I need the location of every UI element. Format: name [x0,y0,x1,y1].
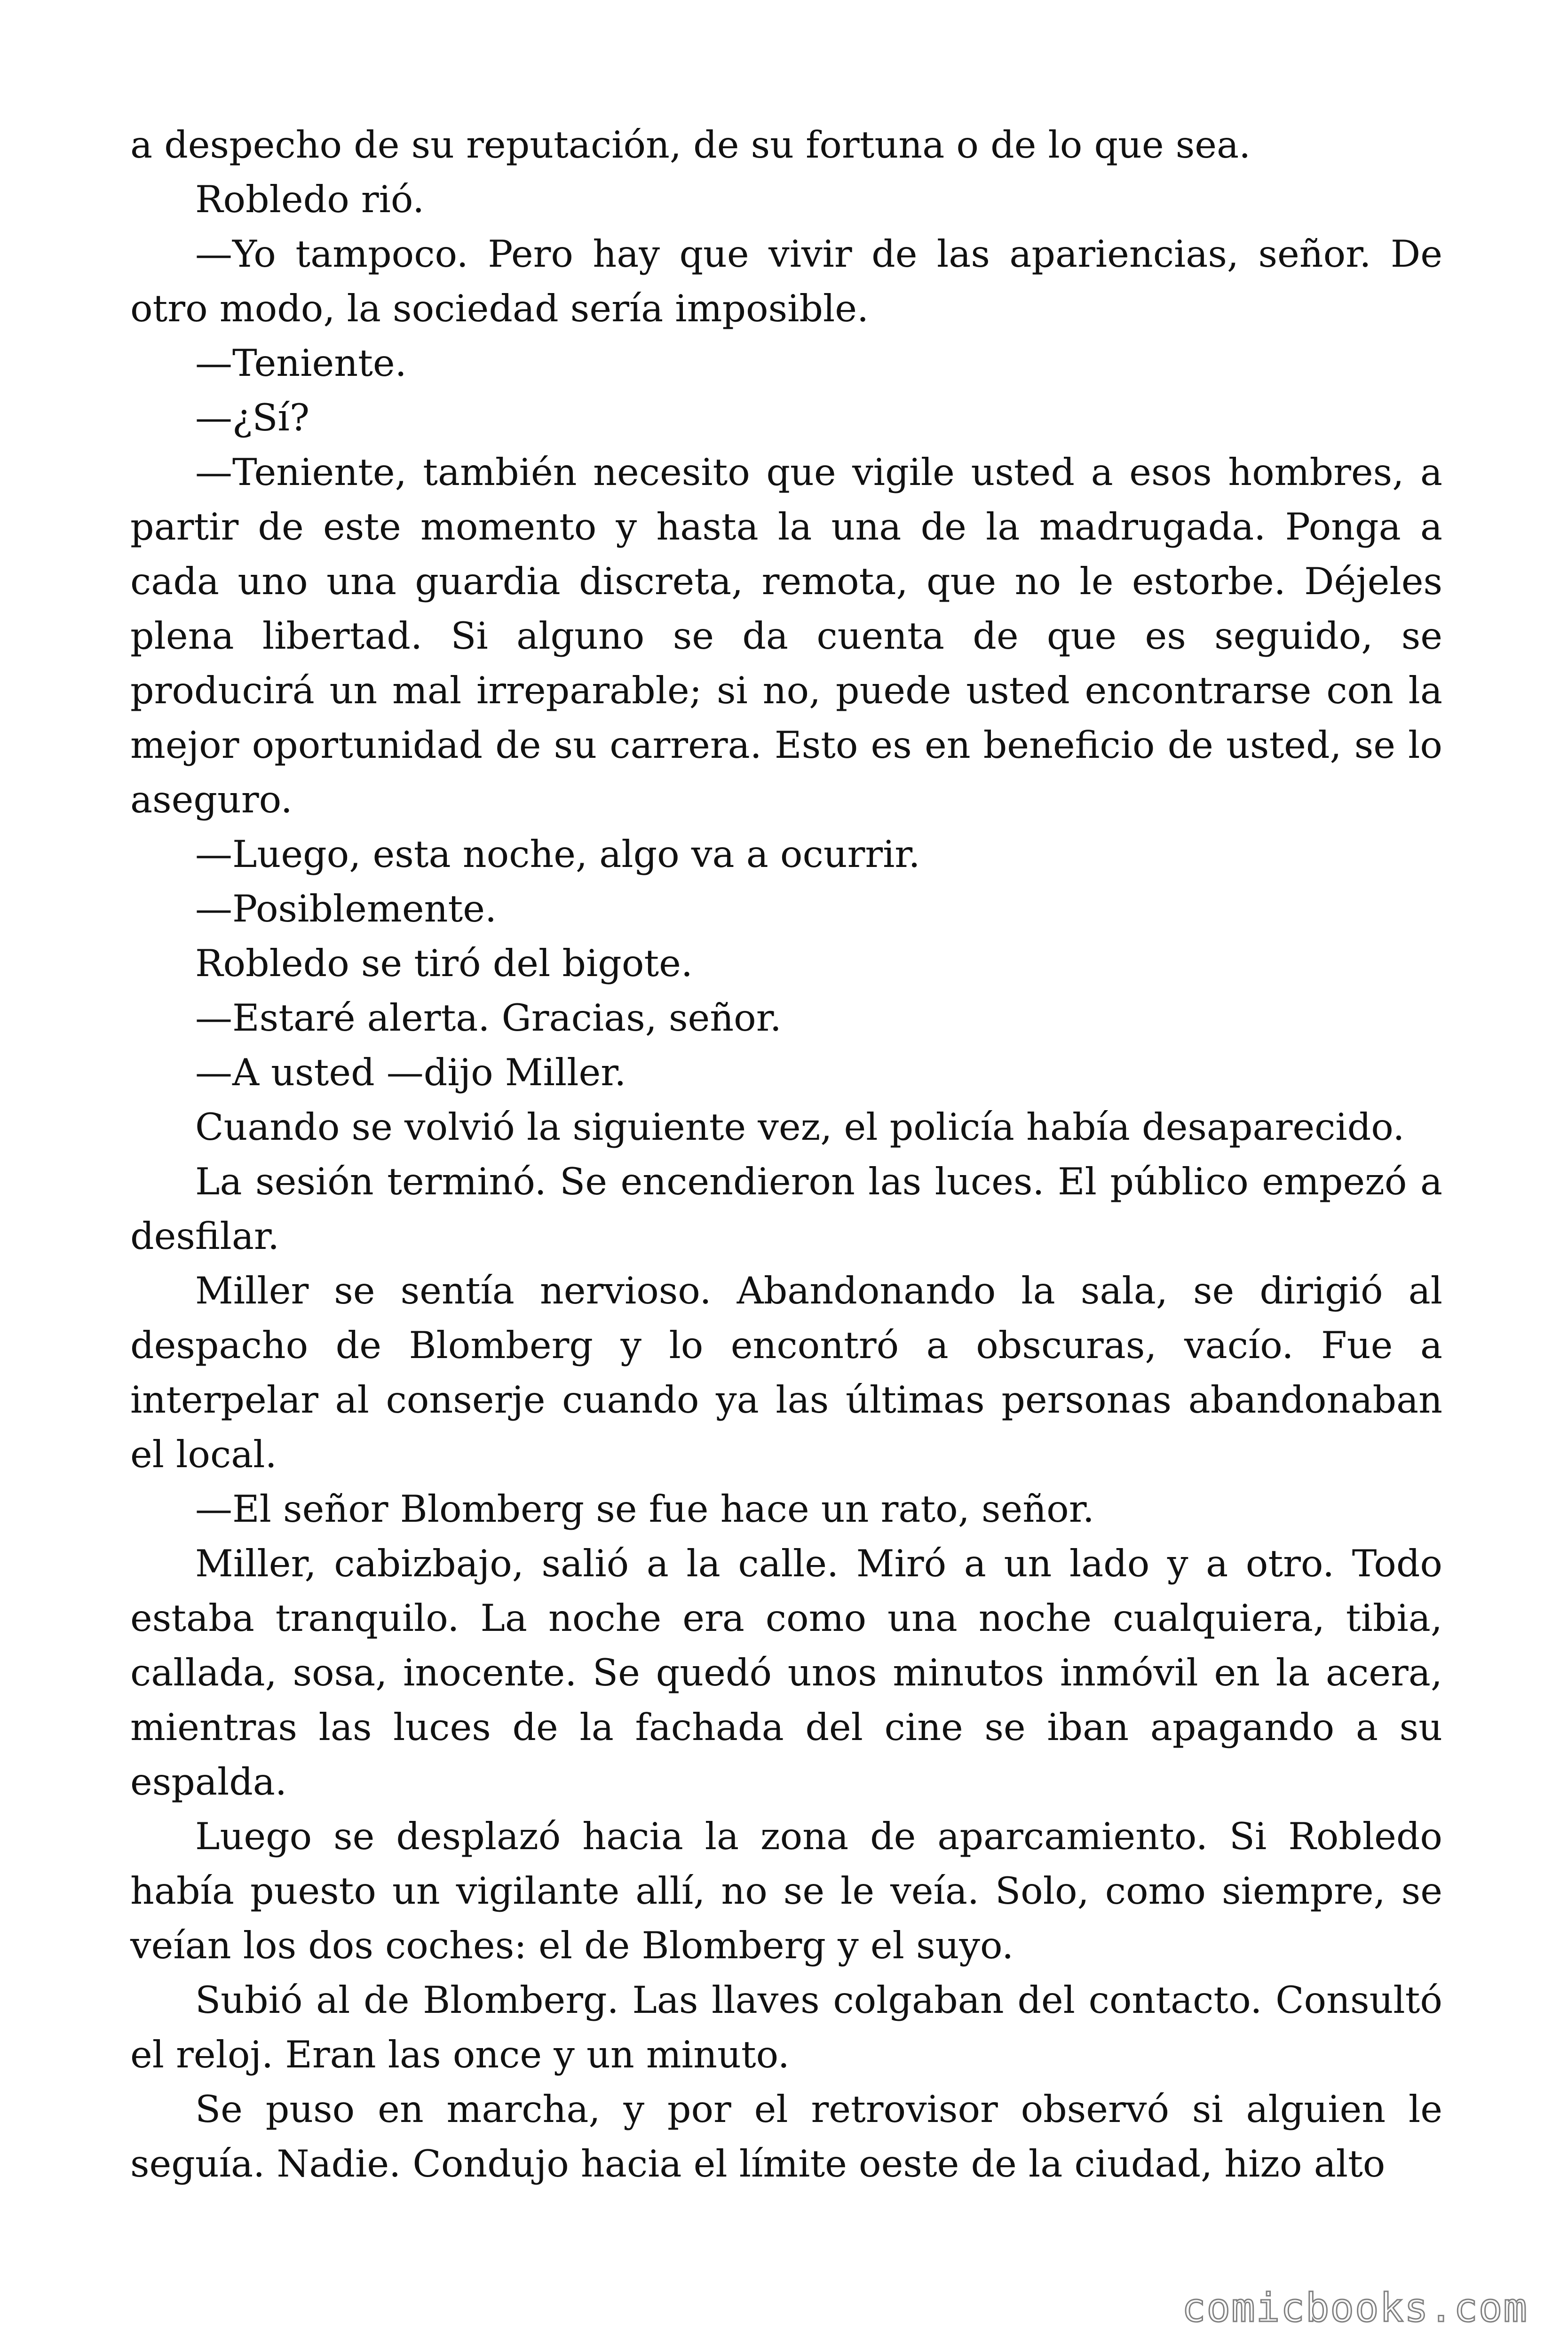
paragraph-13: Miller se sentía nervioso. Abandonando la sala, se dirigió al despacho de Blomberg y lo encontró a obscuras, vacío. Fue a interpelar al conserje cuando ya las últimas personas abandonaban el local. [130,1269,1442,1476]
paragraph-9: —Estaré alerta. Gracias, señor. [195,996,782,1040]
paragraph-0: a despecho de su reputación, de su fortuna o de lo que sea. [130,123,1251,167]
paragraph-8: Robledo se tiró del bigote. [195,942,693,985]
paragraph-14: —El señor Blomberg se fue hace un rato, señor. [195,1487,1094,1531]
watermark-text: comicbooks.com [1181,2285,1528,2331]
paragraph-10: —A usted —dijo Miller. [195,1051,626,1094]
paragraph-11: Cuando se volvió la siguiente vez, el policía había desaparecido. [195,1105,1405,1149]
paragraph-6: —Luego, esta noche, algo va a ocurrir. [195,833,920,876]
paragraph-4: —¿Sí? [195,396,310,439]
paragraph-3: —Teniente. [195,342,407,385]
book-page-text [130,118,1442,2191]
paragraph-16: Luego se desplazó hacia la zona de aparcamiento. Si Robledo había puesto un vigilante allí, no se le veía. Solo, como siempre, se veían los dos coches: el de Blomberg y el suyo. [130,1815,1442,1967]
paragraph-5: —Teniente, también necesito que vigile usted a esos hombres, a partir de este momento y hasta la una de la madrugada. Ponga a cada uno una guardia discreta, remota, que no le estorbe. Déjeles plena libertad. Si alguno se da cuenta de que es seguido, se producirá un mal irreparable; si no, puede usted encontrarse con la mejor oportunidad de su carrera. Esto es en beneficio de usted, se lo aseguro. [130,451,1442,821]
paragraph-17: Subió al de Blomberg. Las llaves colgaban del contacto. Consultó el reloj. Eran las once y un minuto. [130,1979,1442,2076]
paragraph-12: La sesión terminó. Se encendieron las luces. El público empezó a desfilar. [130,1160,1442,1258]
paragraph-1: Robledo rió. [195,178,425,221]
paragraph-15: Miller, cabizbajo, salió a la calle. Miró a un lado y a otro. Todo estaba tranquilo. La noche era como una noche cualquiera, tibia, callada, sosa, inocente. Se quedó unos minutos inmóvil en la acera, mientras las luces de la fachada del cine se iban apagando a su espalda. [130,1542,1442,1804]
paragraph-7: —Posiblemente. [195,887,497,930]
paragraph-18: Se puso en marcha, y por el retrovisor observó si alguien le seguía. Nadie. Condujo hacia el límite oeste de la ciudad, hizo alto [130,2088,1442,2185]
paragraph-2: —Yo tampoco. Pero hay que vivir de las apariencias, señor. De otro modo, la sociedad sería imposible. [130,232,1442,330]
